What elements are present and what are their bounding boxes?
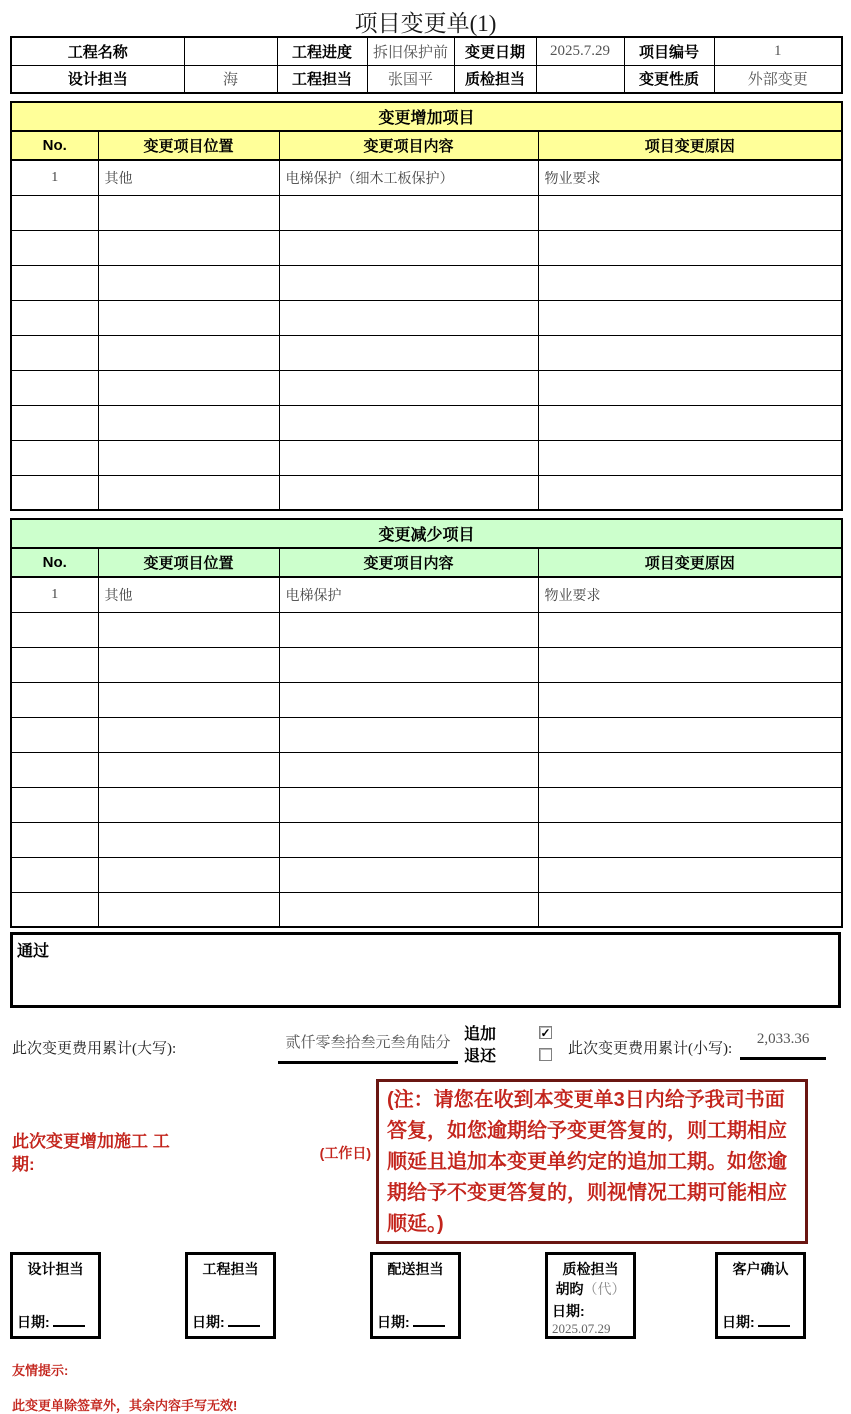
date-blank-line [413, 1316, 445, 1327]
signature-date: 日期: [17, 1312, 94, 1332]
engineering-lead-value: 张国平 [367, 65, 454, 93]
table-cell [98, 440, 279, 475]
reply-notice-box: (注：请您在收到本变更单3日内给予我司书面答复，如您逾期给予变更答复的，则工期相应顺延且追加本变更单约定的追加工期。如您逾期给予不变更答复的，则视情况工期可能相应顺延。) [376, 1079, 808, 1244]
table-cell [279, 612, 538, 647]
col-location: 变更项目位置 [98, 131, 279, 160]
table-cell [538, 335, 842, 370]
col-no: No. [11, 548, 98, 577]
table-row [11, 195, 842, 230]
duration-label: 此次变更增加施工 工期: [12, 1132, 170, 1174]
table-cell [98, 300, 279, 335]
duration-section [10, 1079, 841, 1244]
table-cell [11, 265, 98, 300]
table-cell [279, 475, 538, 510]
increase-items-table [10, 101, 843, 511]
table-cell [538, 370, 842, 405]
col-reason: 项目变更原因 [538, 548, 842, 577]
table-cell [98, 717, 279, 752]
table-cell [279, 752, 538, 787]
project-name-label: 工程名称 [11, 37, 184, 65]
table-cell [279, 857, 538, 892]
signature-date: 日期: [192, 1312, 269, 1332]
table-cell [11, 682, 98, 717]
addition-label: 追加 [464, 1025, 497, 1043]
table-row [11, 892, 842, 927]
table-cell [538, 752, 842, 787]
cost-direction-checks [464, 1021, 552, 1065]
table-cell [279, 892, 538, 927]
table-cell: 1 [11, 577, 98, 612]
table-row [11, 405, 842, 440]
table-cell [279, 717, 538, 752]
table-cell [11, 230, 98, 265]
signature-date: 日期: [722, 1312, 799, 1332]
table-cell [538, 265, 842, 300]
table-cell [279, 335, 538, 370]
project-number-label: 项目编号 [624, 37, 714, 65]
table-cell [11, 335, 98, 370]
project-stage-value: 拆旧保护前 [367, 37, 454, 65]
signature-box-customer [715, 1252, 806, 1339]
refund-check-line [464, 1043, 552, 1065]
table-cell [279, 405, 538, 440]
table-cell [538, 857, 842, 892]
table-row [11, 440, 842, 475]
table-cell [538, 440, 842, 475]
table-cell [98, 230, 279, 265]
table-row [11, 787, 842, 822]
table-row [11, 300, 842, 335]
header-row [11, 37, 842, 65]
table-cell [279, 787, 538, 822]
table-cell [98, 892, 279, 927]
table-cell [279, 647, 538, 682]
table-cell [279, 300, 538, 335]
table-cell [11, 195, 98, 230]
table-cell [538, 822, 842, 857]
table-cell [98, 475, 279, 510]
table-cell [538, 892, 842, 927]
addition-check-line [464, 1021, 552, 1043]
table-cell [538, 405, 842, 440]
table-cell [11, 892, 98, 927]
increase-column-header-row [11, 131, 842, 160]
increase-table-title-row [11, 102, 842, 131]
table-cell [538, 787, 842, 822]
table-cell: 物业要求 [538, 577, 842, 612]
table-cell: 电梯保护 [279, 577, 538, 612]
table-cell [98, 612, 279, 647]
signature-box-engineering [185, 1252, 276, 1339]
cost-uppercase-value: 贰仟零叁拾叁元叁角陆分 [278, 1031, 458, 1064]
table-cell [538, 612, 842, 647]
table-cell [98, 195, 279, 230]
table-cell [279, 440, 538, 475]
table-cell [11, 405, 98, 440]
table-cell [538, 475, 842, 510]
signature-box-delivery [370, 1252, 461, 1339]
project-stage-label: 工程进度 [277, 37, 367, 65]
table-row [11, 682, 842, 717]
table-cell [11, 475, 98, 510]
duration-unit-label: (工作日) [319, 1145, 371, 1161]
change-nature-value: 外部变更 [714, 65, 842, 93]
table-cell [279, 682, 538, 717]
table-cell [279, 230, 538, 265]
col-location: 变更项目位置 [98, 548, 279, 577]
increase-table-title: 变更增加项目 [11, 102, 842, 131]
table-cell [98, 752, 279, 787]
project-name-value [184, 37, 277, 65]
table-cell [11, 822, 98, 857]
table-cell [98, 682, 279, 717]
signature-title: 客户确认 [732, 1261, 789, 1277]
signature-name: 胡昀（代） [555, 1281, 626, 1298]
table-row [11, 370, 842, 405]
table-cell [11, 612, 98, 647]
table-cell: 其他 [98, 160, 279, 195]
col-reason: 项目变更原因 [538, 131, 842, 160]
cost-lowercase-label: 此次变更费用累计(小写): [568, 1041, 733, 1057]
design-lead-value: 海 [184, 65, 277, 93]
col-content: 变更项目内容 [279, 548, 538, 577]
table-cell [538, 230, 842, 265]
date-blank-line [228, 1316, 260, 1327]
signature-box-design [10, 1252, 101, 1339]
col-content: 变更项目内容 [279, 131, 538, 160]
table-cell [11, 370, 98, 405]
signature-box-qc [545, 1252, 636, 1339]
table-row [11, 717, 842, 752]
table-cell [279, 370, 538, 405]
table-cell [11, 752, 98, 787]
friendly-tip-text: 此变更单除签章外，其余内容手写无效! [12, 1398, 238, 1413]
change-date-value: 2025.7.29 [536, 37, 624, 65]
table-row [11, 160, 842, 195]
table-cell [98, 405, 279, 440]
signature-date: 日期: 2025.07.29 [552, 1303, 611, 1336]
page-title: 项目变更单(1) [354, 11, 497, 36]
table-row [11, 857, 842, 892]
cost-summary-row [10, 1021, 841, 1073]
table-cell [98, 857, 279, 892]
col-no: No. [11, 131, 98, 160]
qc-lead-label: 质检担当 [454, 65, 536, 93]
table-cell [98, 370, 279, 405]
table-row [11, 612, 842, 647]
table-row [11, 265, 842, 300]
table-cell [538, 682, 842, 717]
table-cell [11, 440, 98, 475]
table-cell [98, 335, 279, 370]
signature-title: 设计担当 [27, 1261, 84, 1277]
table-cell [98, 787, 279, 822]
table-cell [11, 857, 98, 892]
table-cell [11, 300, 98, 335]
table-cell: 1 [11, 160, 98, 195]
table-cell [279, 265, 538, 300]
table-row [11, 752, 842, 787]
table-cell [538, 300, 842, 335]
decrease-table-title-row [11, 519, 842, 548]
cost-lowercase-value: 2,033.36 [740, 1031, 826, 1060]
table-cell [11, 787, 98, 822]
table-cell [279, 822, 538, 857]
change-date-label: 变更日期 [454, 37, 536, 65]
table-row [11, 577, 842, 612]
friendly-tip-title: 友情提示: [12, 1363, 69, 1378]
table-cell: 电梯保护（细木工板保护） [279, 160, 538, 195]
date-blank-line [53, 1316, 85, 1327]
decrease-items-table [10, 518, 843, 928]
signature-title: 配送担当 [387, 1261, 444, 1277]
table-cell [98, 265, 279, 300]
table-cell: 其他 [98, 577, 279, 612]
table-row [11, 335, 842, 370]
refund-label: 退还 [464, 1047, 497, 1065]
signature-title: 质检担当 [562, 1261, 619, 1277]
engineering-lead-label: 工程担当 [277, 65, 367, 93]
approval-box: 通过 [10, 932, 841, 1008]
decrease-column-header-row [11, 548, 842, 577]
addition-checkbox[interactable]: ✓ [540, 1025, 551, 1040]
table-row [11, 475, 842, 510]
table-cell [538, 717, 842, 752]
table-cell [11, 717, 98, 752]
change-nature-label: 变更性质 [624, 65, 714, 93]
table-cell: 物业要求 [538, 160, 842, 195]
design-lead-label: 设计担当 [11, 65, 184, 93]
table-cell [538, 647, 842, 682]
table-cell [98, 822, 279, 857]
table-row [11, 647, 842, 682]
table-cell [538, 195, 842, 230]
project-number-value: 1 [714, 37, 842, 65]
cost-uppercase-label: 此次变更费用累计(大写): [12, 1041, 177, 1057]
table-cell [11, 647, 98, 682]
date-blank-line [758, 1316, 790, 1327]
table-cell [279, 195, 538, 230]
header-info-table [10, 36, 843, 94]
header-row [11, 65, 842, 93]
refund-checkbox[interactable] [539, 1048, 552, 1061]
signature-title: 工程担当 [202, 1261, 259, 1277]
table-cell [98, 647, 279, 682]
qc-lead-value [536, 65, 624, 93]
decrease-table-title: 变更减少项目 [11, 519, 842, 548]
signature-row [10, 1248, 841, 1344]
table-row [11, 822, 842, 857]
table-row [11, 230, 842, 265]
signature-date: 日期: [377, 1312, 454, 1332]
